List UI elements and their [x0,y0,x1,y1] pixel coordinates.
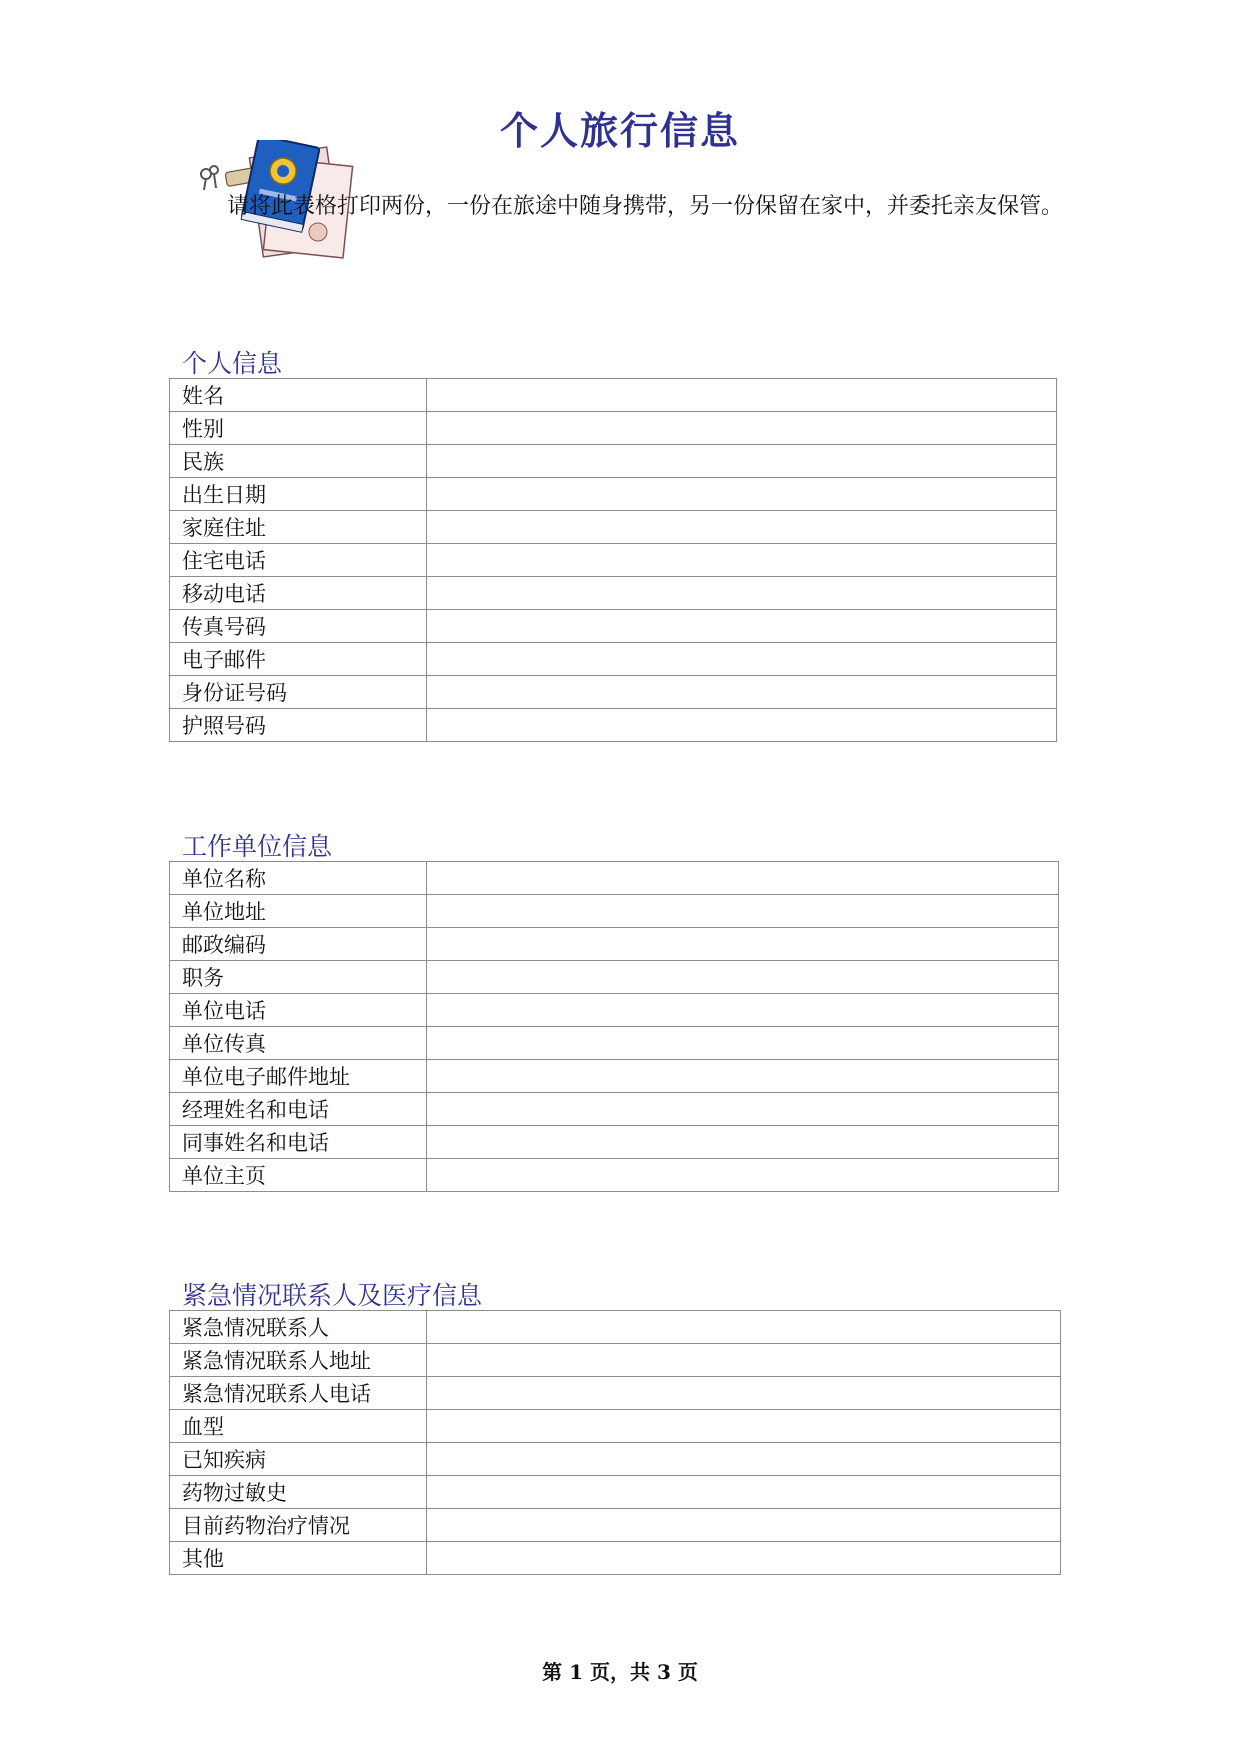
row-value-field[interactable] [427,1126,1059,1159]
table-row [170,1476,1061,1509]
table-row [170,1443,1061,1476]
table-row [170,709,1057,742]
table-row [170,1542,1061,1575]
row-label: 单位地址 [170,895,427,928]
row-label: 传真号码 [170,610,427,643]
table-row [170,412,1057,445]
row-label: 已知疾病 [170,1443,427,1476]
table-row [170,610,1057,643]
table-row [170,1509,1061,1542]
page-footer: 第 1 页，共 3 页 [542,1660,698,1684]
row-label: 姓名 [170,379,427,412]
row-value-field[interactable] [427,1509,1061,1542]
table-row [170,676,1057,709]
row-label: 邮政编码 [170,928,427,961]
row-value-field[interactable] [427,643,1057,676]
row-value-field[interactable] [427,610,1057,643]
row-value-field[interactable] [427,445,1057,478]
row-label: 出生日期 [170,478,427,511]
table-row [170,1093,1059,1126]
row-label: 单位传真 [170,1027,427,1060]
row-label: 药物过敏史 [170,1476,427,1509]
row-label: 单位电子邮件地址 [170,1060,427,1093]
row-label: 护照号码 [170,709,427,742]
row-value-field[interactable] [427,544,1057,577]
table-row [170,928,1059,961]
row-label: 经理姓名和电话 [170,1093,427,1126]
row-value-field[interactable] [427,676,1057,709]
table-row [170,994,1059,1027]
row-label: 紧急情况联系人 [170,1311,427,1344]
row-value-field[interactable] [427,1159,1059,1192]
row-value-field[interactable] [427,1027,1059,1060]
work-info-table [169,861,1059,1192]
table-row [170,1377,1061,1410]
row-value-field[interactable] [427,1410,1061,1443]
row-value-field[interactable] [427,478,1057,511]
row-value-field[interactable] [427,862,1059,895]
emergency-medical-table [169,1310,1061,1575]
row-value-field[interactable] [427,1443,1061,1476]
row-label: 民族 [170,445,427,478]
row-label: 单位主页 [170,1159,427,1192]
table-row [170,478,1057,511]
row-label: 紧急情况联系人电话 [170,1377,427,1410]
row-label: 身份证号码 [170,676,427,709]
row-value-field[interactable] [427,961,1059,994]
table-row [170,895,1059,928]
section-heading-work: 工作单位信息 [182,832,333,861]
row-label: 单位电话 [170,994,427,1027]
row-value-field[interactable] [427,1344,1061,1377]
row-label: 家庭住址 [170,511,427,544]
row-value-field[interactable] [427,1377,1061,1410]
table-row [170,1060,1059,1093]
row-value-field[interactable] [427,928,1059,961]
row-value-field[interactable] [427,895,1059,928]
row-label: 其他 [170,1542,427,1575]
row-label: 单位名称 [170,862,427,895]
row-value-field[interactable] [427,1093,1059,1126]
table-row [170,1126,1059,1159]
row-label: 移动电话 [170,577,427,610]
intro-text: 请将此表格打印两份，一份在旅途中随身携带，另一份保留在家中，并委托亲友保管。 [227,194,1064,219]
table-row [170,1344,1061,1377]
row-value-field[interactable] [427,994,1059,1027]
personal-info-table [169,378,1057,742]
row-label: 电子邮件 [170,643,427,676]
table-row [170,1159,1059,1192]
row-value-field[interactable] [427,1060,1059,1093]
table-row [170,445,1057,478]
row-value-field[interactable] [427,412,1057,445]
table-row [170,379,1057,412]
row-value-field[interactable] [427,1476,1061,1509]
table-row [170,961,1059,994]
row-value-field[interactable] [427,577,1057,610]
table-row [170,511,1057,544]
table-row [170,1311,1061,1344]
row-value-field[interactable] [427,511,1057,544]
row-value-field[interactable] [427,1311,1061,1344]
row-label: 职务 [170,961,427,994]
row-label: 紧急情况联系人地址 [170,1344,427,1377]
section-heading-emergency: 紧急情况联系人及医疗信息 [182,1281,483,1310]
section-heading-personal: 个人信息 [182,349,283,378]
row-label: 同事姓名和电话 [170,1126,427,1159]
table-row [170,1027,1059,1060]
row-label: 性别 [170,412,427,445]
row-label: 目前药物治疗情况 [170,1509,427,1542]
row-label: 住宅电话 [170,544,427,577]
row-value-field[interactable] [427,379,1057,412]
table-row [170,643,1057,676]
table-row [170,1410,1061,1443]
table-row [170,577,1057,610]
table-row [170,544,1057,577]
page-title: 个人旅行信息 [499,109,740,153]
row-value-field[interactable] [427,709,1057,742]
row-label: 血型 [170,1410,427,1443]
row-value-field[interactable] [427,1542,1061,1575]
table-row [170,862,1059,895]
